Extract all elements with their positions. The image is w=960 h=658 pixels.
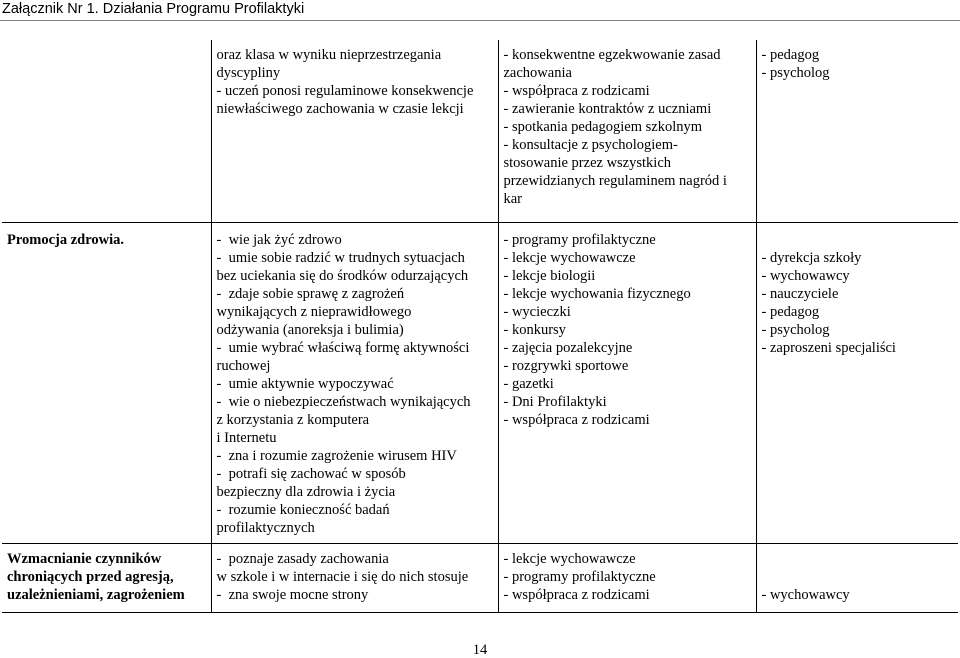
cell-line: - lekcje wychowania fizycznego <box>503 286 691 302</box>
cell-line: - zajęcia pozalekcyjne <box>503 340 633 356</box>
cell-line: - psycholog <box>761 322 830 338</box>
area-title: chroniących przed agresją, <box>7 569 174 585</box>
cell-line: kar <box>503 191 523 207</box>
cell-spacer <box>762 550 954 568</box>
cell-line: - konsekwentne egzekwowanie zasad <box>503 47 721 63</box>
cell-line: z korzystania z komputera <box>216 412 370 428</box>
responsible-cell <box>756 223 958 544</box>
area-title: Promocja zdrowia. <box>7 232 125 248</box>
actions-cell <box>498 544 756 613</box>
cell-line: odżywania (anoreksja i bulimia) <box>216 322 404 338</box>
cell-line: zachowania <box>503 65 572 81</box>
cell-line: - rozumie konieczność badań <box>216 502 390 518</box>
cell-line: - współpraca z rodzicami <box>503 587 650 603</box>
area-cell <box>2 223 211 544</box>
table-row <box>2 544 958 613</box>
cell-line: wynikających z nieprawidłowego <box>216 304 412 320</box>
cell-line: oraz klasa w wyniku nieprzestrzegania <box>216 47 442 63</box>
outcomes-cell <box>211 223 498 544</box>
cell-line: - umie wybrać właściwą formę aktywności <box>216 340 470 356</box>
cell-line: - zaproszeni specjaliści <box>761 340 896 356</box>
cell-line: - współpraca z rodzicami <box>503 83 650 99</box>
cell-line: - rozgrywki sportowe <box>503 358 629 374</box>
area-title: uzależnieniami, zagrożeniem <box>7 587 185 603</box>
cell-line: - lekcje wychowawcze <box>503 250 636 266</box>
cell-spacer <box>762 568 954 586</box>
cell-line: - zna i rozumie zagrożenie wirusem HIV <box>216 448 457 464</box>
cell-line: - programy profilaktyczne <box>503 569 656 585</box>
cell-line: - umie sobie radzić w trudnych sytuacjach <box>216 250 465 266</box>
cell-line: - zna swoje mocne strony <box>216 587 369 603</box>
cell-line: - wie jak żyć zdrowo <box>216 232 342 248</box>
cell-line: stosowanie przez wszystkich <box>503 155 672 171</box>
table-row <box>2 40 958 223</box>
cell-line: - konkursy <box>503 322 566 338</box>
outcomes-cell <box>211 40 498 223</box>
cell-line: - nauczyciele <box>761 286 839 302</box>
cell-line: - lekcje biologii <box>503 268 596 284</box>
area-cell <box>2 40 211 223</box>
cell-line: - wychowawcy <box>761 587 850 603</box>
responsible-cell <box>756 544 958 613</box>
cell-line: - wychowawcy <box>761 268 850 284</box>
cell-line: i Internetu <box>216 430 277 446</box>
cell-line: ruchowej <box>216 358 271 374</box>
cell-line: bezpieczny dla zdrowia i życia <box>216 484 396 500</box>
area-title: Wzmacnianie czynników <box>7 551 162 567</box>
cell-line: przewidzianych regulaminem nagród i <box>503 173 727 189</box>
cell-line: - spotkania pedagogiem szkolnym <box>503 119 703 135</box>
actions-cell <box>498 40 756 223</box>
cell-line: - programy profilaktyczne <box>503 232 656 248</box>
cell-line: niewłaściwego zachowania w czasie lekcji <box>216 101 464 117</box>
program-actions-table <box>2 40 958 613</box>
outcomes-cell <box>211 544 498 613</box>
cell-line: - pedagog <box>761 304 820 320</box>
cell-line: - zawieranie kontraktów z uczniami <box>503 101 712 117</box>
header-divider <box>0 20 960 21</box>
cell-line: - gazetki <box>503 376 554 392</box>
cell-line: profilaktycznych <box>216 520 315 536</box>
cell-line: - zdaje sobie sprawę z zagrożeń <box>216 286 405 302</box>
cell-line: - Dni Profilaktyki <box>503 394 607 410</box>
cell-line: - konsultacje z psychologiem- <box>503 137 678 153</box>
cell-line: - wycieczki <box>503 304 571 320</box>
cell-line: - poznaje zasady zachowania <box>216 551 389 567</box>
table-row <box>2 223 958 544</box>
cell-line: - dyrekcja szkoły <box>761 250 862 266</box>
cell-line: bez uciekania się do środków odurzających <box>216 268 469 284</box>
cell-line: - psycholog <box>761 65 830 81</box>
cell-line: - potrafi się zachować w sposób <box>216 466 406 482</box>
page-number: 14 <box>472 642 488 658</box>
cell-spacer <box>762 231 954 249</box>
document-header: Załącznik Nr 1. Działania Programu Profilaktyki <box>2 1 305 17</box>
cell-line: - wie o niebezpieczeństwach wynikających <box>216 394 471 410</box>
cell-line: dyscypliny <box>216 65 281 81</box>
cell-line: w szkole i w internacie i się do nich stosuje <box>216 569 469 585</box>
responsible-cell <box>756 40 958 223</box>
area-cell <box>2 544 211 613</box>
cell-line: - pedagog <box>761 47 820 63</box>
cell-line: - umie aktywnie wypoczywać <box>216 376 394 392</box>
actions-cell <box>498 223 756 544</box>
cell-line: - współpraca z rodzicami <box>503 412 650 428</box>
cell-line: - lekcje wychowawcze <box>503 551 636 567</box>
cell-line: - uczeń ponosi regulaminowe konsekwencje <box>216 83 474 99</box>
